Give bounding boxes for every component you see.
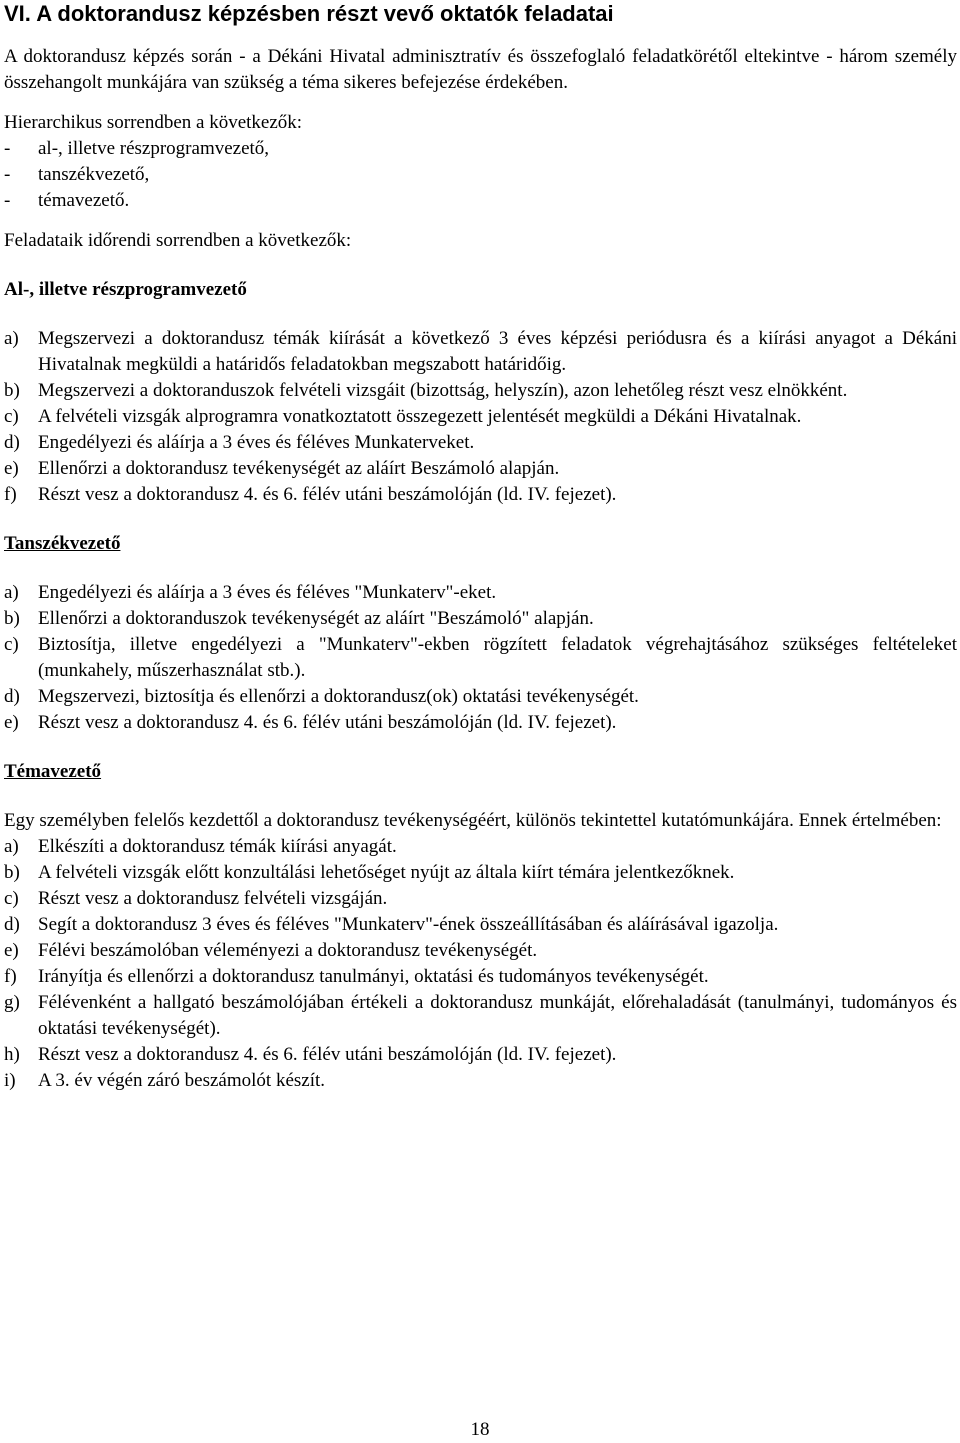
item-label: f) <box>4 966 17 987</box>
item-label: e) <box>4 940 19 961</box>
item-label: a) <box>4 328 19 349</box>
hierarchy-item-text: témavezető. <box>38 190 130 211</box>
page-title: VI. A doktorandusz képzésben részt vevő oktatók feladatai <box>4 1 614 26</box>
list-item <box>4 990 957 1042</box>
item-text: Részt vesz a doktorandusz 4. és 6. félév utáni beszámolóján (ld. IV. fejezet). <box>38 484 617 505</box>
item-text: Irányítja és ellenőrzi a doktorandusz tanulmányi, oktatási és tudományos tevékenységét. <box>38 966 709 987</box>
list-item <box>4 326 957 378</box>
item-text: Részt vesz a doktorandusz felvételi vizsgáján. <box>38 888 388 909</box>
list-item <box>4 580 957 606</box>
item-text: A felvételi vizsgák alprogramra vonatkoztatott összegezett jelentését megküldi a Dékáni Hivatalnak. <box>38 406 802 427</box>
list-item <box>4 430 957 456</box>
item-text: Félévenként a hallgató beszámolójában értékeli a doktorandusz munkáját, előrehaladását (tanulmányi, tudományos és oktatási tevékenységét). <box>38 992 957 1039</box>
item-label: a) <box>4 836 19 857</box>
item-label: a) <box>4 582 19 603</box>
list-item <box>4 860 957 886</box>
list-item <box>4 482 957 508</box>
dash-marker: - <box>4 190 11 211</box>
document-page <box>0 1 960 1439</box>
list-item <box>4 606 957 632</box>
item-text: A 3. év végén záró beszámolót készít. <box>38 1070 326 1091</box>
department-head-task-list <box>4 580 957 736</box>
item-label: d) <box>4 914 20 935</box>
item-label: b) <box>4 862 20 883</box>
hierarchy-block <box>4 110 957 214</box>
item-label: c) <box>4 888 19 909</box>
item-label: d) <box>4 432 20 453</box>
list-item <box>4 912 957 938</box>
hierarchy-item <box>4 188 957 214</box>
hierarchy-item-text: al-, illetve részprogramvezető, <box>38 138 270 159</box>
list-item <box>4 834 957 860</box>
hierarchy-item-text: tanszékvezető, <box>38 164 150 185</box>
subprogram-task-list <box>4 326 957 508</box>
section-heading-supervisor: Témavezető <box>4 761 102 782</box>
list-item <box>4 710 957 736</box>
supervisor-intro: Egy személyben felelős kezdettől a doktorandusz tevékenységéért, különös tekintettel kutatómunkájára. Ennek értelmében: <box>4 810 942 831</box>
item-text: Ellenőrzi a doktoranduszok tevékenységét az aláírt "Beszámoló" alapján. <box>38 608 594 629</box>
item-text: Elkészíti a doktorandusz témák kiírási anyagát. <box>38 836 397 857</box>
item-text: Megszervezi a doktoranduszok felvételi vizsgáit (bizottság, helyszín), azon lehetőleg részt vesz elnökként. <box>38 380 848 401</box>
list-item <box>4 684 957 710</box>
intro-paragraph: A doktorandusz képzés során - a Dékáni Hivatal adminisztratív és összefoglaló feladatkörétől eltekintve - három személy összehangolt munkájára van szükség a téma sikeres befejezése érdekében. <box>4 46 957 93</box>
item-label: g) <box>4 992 20 1013</box>
item-label: i) <box>4 1070 16 1091</box>
list-item <box>4 1042 957 1068</box>
list-item <box>4 1068 957 1094</box>
item-text: Részt vesz a doktorandusz 4. és 6. félév utáni beszámolóján (ld. IV. fejezet). <box>38 712 617 733</box>
list-item <box>4 938 957 964</box>
item-label: c) <box>4 634 19 655</box>
item-text: Ellenőrzi a doktorandusz tevékenységét az aláírt Beszámoló alapján. <box>38 458 560 479</box>
item-text: Félévi beszámolóban véleményezi a doktorandusz tevékenységét. <box>38 940 538 961</box>
item-label: f) <box>4 484 17 505</box>
list-item <box>4 886 957 912</box>
item-label: c) <box>4 406 19 427</box>
item-text: Részt vesz a doktorandusz 4. és 6. félév utáni beszámolóján (ld. IV. fejezet). <box>38 1044 617 1065</box>
item-text: Biztosítja, illetve engedélyezi a "Munkaterv"-ekben rögzített feladatok végrehajtásához szükséges feltételeket (munkahely, műszerhasználat stb.). <box>38 634 957 681</box>
hierarchy-lead: Hierarchikus sorrendben a következők: <box>4 112 303 133</box>
item-label: d) <box>4 686 20 707</box>
dash-marker: - <box>4 138 11 159</box>
section-heading-subprogram: Al-, illetve részprogramvezető <box>4 279 247 300</box>
item-label: e) <box>4 712 19 733</box>
hierarchy-item <box>4 162 957 188</box>
dash-marker: - <box>4 164 11 185</box>
item-label: e) <box>4 458 19 479</box>
list-item <box>4 404 957 430</box>
item-text: Segít a doktorandusz 3 éves és féléves "Munkaterv"-ének összeállításában és aláírásával igazolja. <box>38 914 779 935</box>
tasks-intro: Feladataik időrendi sorrendben a következők: <box>4 230 352 251</box>
list-item <box>4 456 957 482</box>
section-heading-department-head: Tanszékvezető <box>4 533 121 554</box>
list-item <box>4 632 957 684</box>
supervisor-task-list <box>4 834 957 1094</box>
list-item <box>4 964 957 990</box>
item-text: Engedélyezi és aláírja a 3 éves és féléves Munkaterveket. <box>38 432 475 453</box>
page-number: 18 <box>470 1419 490 1440</box>
item-text: Engedélyezi és aláírja a 3 éves és féléves "Munkaterv"-eket. <box>38 582 497 603</box>
item-label: b) <box>4 380 20 401</box>
item-label: b) <box>4 608 20 629</box>
list-item <box>4 378 957 404</box>
item-label: h) <box>4 1044 20 1065</box>
item-text: Megszervezi a doktorandusz témák kiírását a következő 3 éves képzési periódusra és a kiírási anyagot a Dékáni Hivatalnak megküldi a határidős feladatokban megszabott határidőig. <box>38 328 957 375</box>
item-text: A felvételi vizsgák előtt konzultálási lehetőséget nyújt az általa kiírt témára jelentkezőknek. <box>38 862 735 883</box>
hierarchy-item <box>4 136 957 162</box>
item-text: Megszervezi, biztosítja és ellenőrzi a doktorandusz(ok) oktatási tevékenységét. <box>38 686 639 707</box>
